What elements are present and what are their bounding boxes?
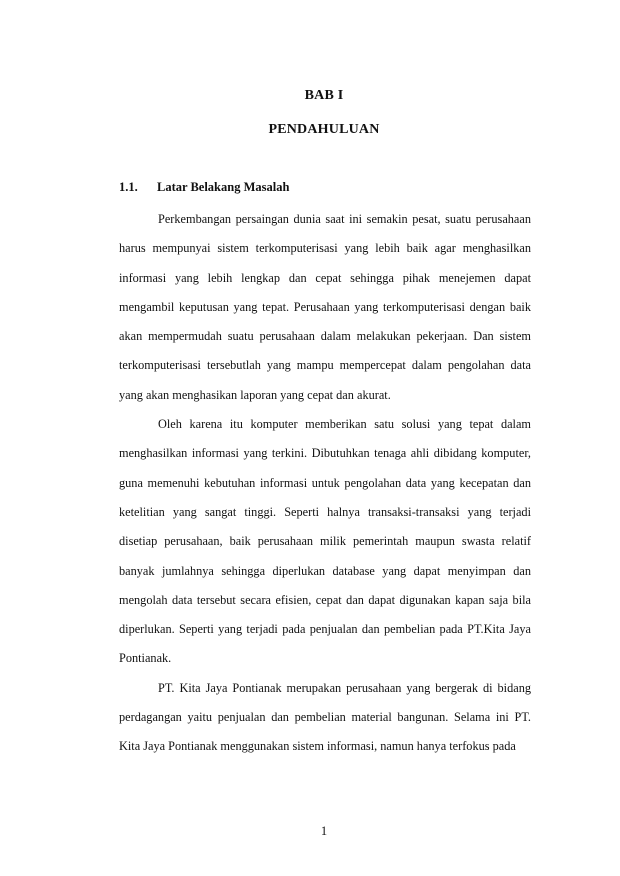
section-title: Latar Belakang Masalah: [157, 180, 290, 194]
paragraph: Perkembangan persaingan dunia saat ini semakin pesat, suatu perusahaan harus mempunyai sistem terkomputerisasi yang lebih baik agar menghasilkan informasi yang lebih lengkap dan cepat sehingga pihak menejemen dapat mengambil keputusan yang tepat. Perusahaan yang terkomputerisasi dengan baik akan mempermudah suatu perusahaan dalam melakukan pekerjaan. Dan sistem terkomputerisasi tersebutlah yang mampu mempercepat dalam pengolahan data yang akan menghasikan laporan yang cepat dan akurat.: [119, 212, 531, 402]
chapter-number: BAB I: [304, 88, 344, 103]
body-text: [119, 205, 531, 762]
section-number: 1.1.: [119, 180, 138, 194]
page-number-text: 1: [320, 824, 328, 838]
paragraph: PT. Kita Jaya Pontianak merupakan perusahaan yang bergerak di bidang perdagangan yaitu penjualan dan pembelian material bangunan. Selama ini PT. Kita Jaya Pontianak menggunakan sistem informasi, namun hanya terfokus pada: [119, 680, 531, 754]
paragraph: Oleh karena itu komputer memberikan satu solusi yang tepat dalam menghasilkan informasi yang terkini. Dibutuhkan tenaga ahli dibidang komputer, guna memenuhi kebutuhan informasi untuk pengolahan data yang kecepatan dan ketelitian yang sangat tinggi. Seperti halnya transaksi-transaksi yang terjadi disetiap perusahaan, baik perusahaan milik pemerintah maupun swasta relatif banyak jumlahnya sehingga diperlukan database yang dapat menyimpan dan mengolah data tersebut secara efisien, cepat dan dapat digunakan kapan saja bila diperlukan. Seperti yang terjadi pada penjualan dan pembelian pada PT.Kita Jaya Pontianak.: [119, 417, 531, 666]
chapter-title: PENDAHULUAN: [268, 122, 380, 137]
page-number: [0, 824, 620, 839]
section-heading: [119, 180, 289, 195]
